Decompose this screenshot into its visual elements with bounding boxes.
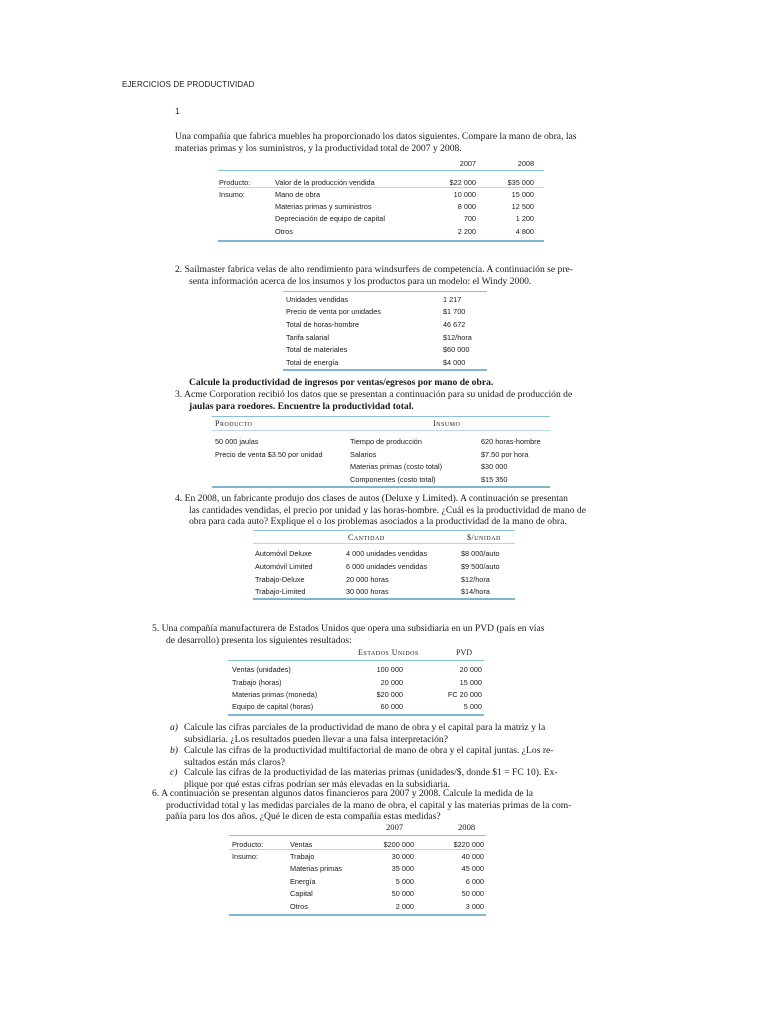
exercise-1-row-2008: 4 800 [515,227,534,236]
exercise-2-row-label: Precio de venta por unidades [286,307,381,316]
exercise-5-statement: 5. Una compañía manufacturera de Estados Unidos que opera una subsidiaria en un PVD (país en vías de desarrollo) presenta los siguientes resultados: [152,623,545,646]
exercise-1-year-2008: 2008 [517,159,534,168]
exercise-6-row-2007: 35 000 [391,864,414,873]
exercise-3-head-rule [212,430,550,431]
exercise-2-row-value: 1 217 [443,295,462,304]
exercise-4-row-price: $8 000/auto [461,549,500,558]
exercise-6-row-2008: $220 000 [453,840,484,849]
exercise-4-table-top-rule [253,530,515,531]
exercise-3-statement: 3. Acme Corporation recibió los datos que se presentan a continuación para su unidad de producción de jaulas para roedores. Encuentre la productividad total. [175,389,573,412]
exercise-5-row-us: $20 000 [376,690,403,699]
exercise-4-row-label: Trabajo-Limited [255,587,306,596]
exercise-4-row-price: $12/hora [461,575,490,584]
exercise-1-row-2007: 700 [463,214,476,223]
exercise-1-row-label: Depreciación de equipo de capital [275,214,385,223]
exercise-4-statement: 4. En 2008, un fabricante produjo dos clases de autos (Deluxe y Limited). A continuación se presentan las cantidades vendidas, el precio por unidad y las horas-hombre. ¿Cuál es la productividad de mano de obra para cada auto? Explique el o los problemas asociados a la productividad de la mano de obra. [175,493,586,528]
exercise-3-row-label: Componentes (costo total) [350,475,436,484]
exercise-5-row-pvd: 15 000 [459,678,482,687]
exercise-6-row-2007: 50 000 [391,889,414,898]
exercise-4-row-qty: 30 000 horas [346,587,389,596]
exercise-3-product-price: Precio de venta $3.50 por unidad [215,450,323,459]
exercise-3-head-insumo: Insumo [433,419,461,428]
exercise-2-statement: 2. Sailmaster fabrica velas de alto rendimiento para windsurfers de competencia. A continuación se pre- senta información acerca de los insumos y los productos para un modelo: el Windy 2000. [175,264,573,287]
exercise-2-row-label: Total de energía [286,358,339,367]
exercise-2-row-value: 46 672 [443,320,466,329]
exercise-3-product-units: 50 000 jaulas [215,437,259,446]
exercise-1-row-2008: $35 000 [507,178,534,187]
exercise-2-row-value: $4 000 [443,358,466,367]
exercise-6-year-2008: 2008 [458,822,476,832]
exercise-6-row-2008: 6 000 [465,877,484,886]
exercise-4-row-qty: 6 000 unidades vendidas [346,562,428,571]
exercise-number-1: 1 [175,106,180,116]
exercise-3-row-value: 620 horas-hombre [481,437,541,446]
document-title: EJERCICIOS DE PRODUCTIVIDAD [122,80,255,89]
exercise-3-head-producto: Producto [215,419,253,428]
exercise-6-table-mid-rule [229,849,486,850]
exercise-1-row-2008: 1 200 [515,214,534,223]
exercise-6-row-label: Capital [290,889,313,898]
exercise-5-row-label: Ventas (unidades) [232,665,291,674]
exercise-2-row-value: $12/hora [443,333,472,342]
exercise-2-table-bottom-rule [283,369,487,371]
exercise-2-question: Calcule la productividad de ingresos por ventas/egresos por mano de obra. [189,377,494,388]
exercise-1-row-2008: 12 500 [511,202,534,211]
exercise-6-row-label: Otros [290,902,308,911]
exercise-6-producto-label: Producto: [232,840,264,849]
exercise-6-table-top-rule [229,835,486,836]
exercise-3-row-value: $7.50 por hora [481,450,529,459]
exercise-2-row-value: $1 700 [443,307,466,316]
exercise-1-row-2007: $22 000 [449,178,476,187]
exercise-5-head-pvd: PVD [456,648,473,657]
exercise-5-row-pvd: 5 000 [463,702,482,711]
exercise-6-row-2008: 50 000 [461,889,484,898]
exercise-1-row-2008: 15 000 [511,190,534,199]
exercise-5-row-us: 60 000 [380,702,403,711]
exercise-5-row-pvd: 20 000 [459,665,482,674]
exercise-4-row-price: $9 500/auto [461,562,500,571]
exercise-4-row-price: $14/hora [461,587,490,596]
exercise-6-table-bottom-rule [229,914,486,916]
exercise-1-row-2007: 2 200 [457,227,476,236]
exercise-6-row-2008: 45 000 [461,864,484,873]
exercise-2-row-label: Total de horas-hombre [286,320,360,329]
exercise-3-row-label: Materias primas (costo total) [350,462,443,471]
exercise-5-head-us: Estados Unidos [358,648,419,657]
exercise-1-row-label: Otros [275,227,293,236]
exercise-6-row-2007: 30 000 [391,852,414,861]
exercise-2-table-top-rule [283,291,487,292]
exercise-5-row-pvd: FC 20 000 [447,690,482,699]
exercise-2-row-label: Tarifa salarial [286,333,329,342]
exercise-1-row-label: Mano de obra [275,190,321,199]
exercise-6-row-2007: 2 000 [395,902,414,911]
exercise-5-question-c: c) Calcule las cifras de la productividad de las materias primas (unidades/$, donde $1 = FC 10). Ex- plique por qué estas cifras podrían ser más elevadas en la subsidiaria. [170,767,558,790]
exercise-3-row-label: Salarios [350,450,377,459]
exercise-5-question-a: a) Calcule las cifras parciales de la productividad de mano de obra y el capital para la matriz y la subsidiaria. ¿Los resultados pueden llevar a una falsa interpretación? [170,722,546,745]
exercise-3-row-label: Tiempo de producción [350,437,422,446]
exercise-1-table-bottom-rule [218,240,544,242]
exercise-6-statement: 6. A continuación se presentan algunos datos financieros para 2007 y 2008. Calcule la medida de la productividad total y las medidas parciales de la mano de obra, el capital y las materias primas de la com- pañía para los dos años. ¿Qué le dicen de esta compañía estas medidas? [152,788,572,823]
exercise-1-producto-label: Producto: [219,178,251,187]
exercise-6-row-2007: $200 000 [383,840,414,849]
exercise-6-year-2007: 2007 [386,822,404,832]
exercise-1-row-label: Valor de la producción vendida [275,178,375,187]
exercise-5-row-us: 100 000 [376,665,403,674]
exercise-2-row-label: Unidades vendidas [286,295,349,304]
exercise-4-head-unidad: $/unidad [467,533,501,542]
exercise-3-table-top-rule [212,416,550,417]
exercise-6-row-2008: 3 000 [465,902,484,911]
exercise-6-row-label: Ventas [290,840,313,849]
exercise-5-question-b: b) Calcule las cifras de la productividad multifactorial de mano de obra y el capital juntas. ¿Los re- sultados están más claros? [170,745,554,768]
exercise-5-table-bottom-rule [228,714,484,716]
exercise-5-table-top-rule [228,660,484,661]
exercise-3-table-bottom-rule [212,486,550,488]
exercise-4-table-bottom-rule [253,598,515,600]
exercise-3-row-value: $15 350 [481,475,508,484]
exercise-6-row-2007: 5 000 [395,877,414,886]
exercise-1-row-2007: 8 000 [457,202,476,211]
exercise-5-row-label: Materias primas (moneda) [232,690,318,699]
exercise-3-row-value: $30 000 [481,462,508,471]
exercise-6-row-label: Energía [290,877,316,886]
exercise-1-row-label: Materias primas y suministros [275,202,372,211]
exercise-6-insumo-label: Insumo: [232,852,258,861]
exercise-4-row-label: Trabajo-Deluxe [255,575,305,584]
exercise-4-row-qty: 20 000 horas [346,575,389,584]
exercise-5-row-label: Trabajo (horas) [232,678,282,687]
exercise-2-row-label: Total de materiales [286,345,348,354]
exercise-4-row-qty: 4 000 unidades vendidas [346,549,428,558]
exercise-1-row-2007: 10 000 [453,190,476,199]
exercise-6-row-label: Trabajo [290,852,315,861]
exercise-1-table-top-rule [218,170,544,171]
exercise-5-row-label: Equipo de capital (horas) [232,702,314,711]
exercise-4-head-rule [253,543,515,544]
exercise-4-row-label: Automóvil Limited [255,562,313,571]
exercise-5-row-us: 20 000 [380,678,403,687]
exercise-1-statement: Una compañía que fabrica muebles ha proporcionado los datos siguientes. Compare la mano de obra, las materias primas y los suministros, y la productividad total de 2007 y 2008. [175,131,577,154]
exercise-1-year-2007: 2007 [459,159,476,168]
exercise-6-row-2008: 40 000 [461,852,484,861]
exercise-6-row-label: Materias primas [290,864,342,873]
exercise-1-table-mid-rule [218,187,544,188]
exercise-2-row-value: $60 000 [443,345,470,354]
exercise-4-row-label: Automóvil Deluxe [255,549,312,558]
exercise-4-head-cantidad: Cantidad [348,533,385,542]
exercise-1-insumo-label: Insumo: [219,190,245,199]
